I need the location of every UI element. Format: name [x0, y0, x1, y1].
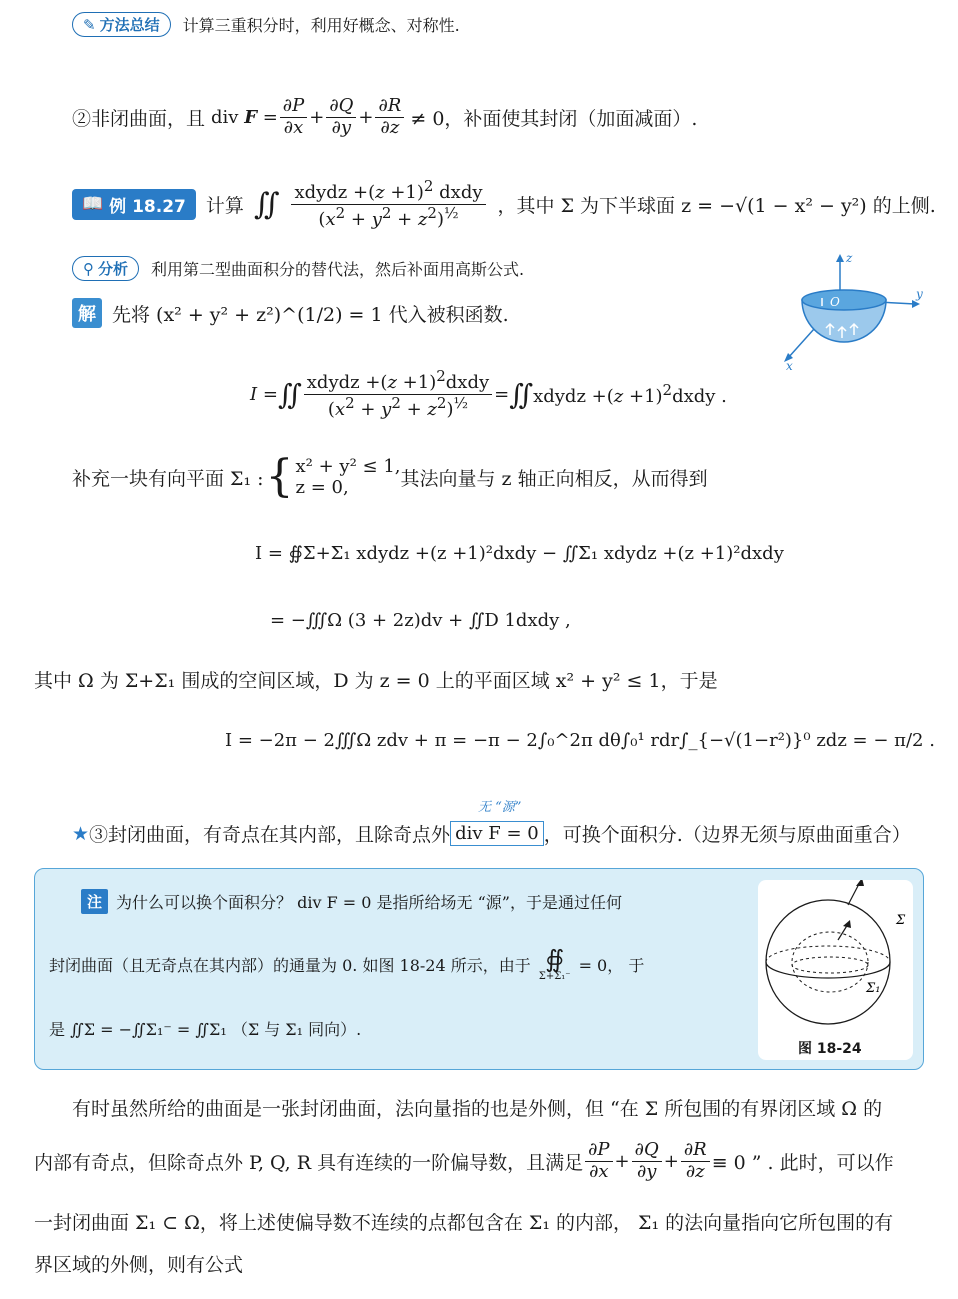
- case2-line: ②非闭曲面，且 div F = $\frac{\partial P}{\partial x}$ + $\frac{\partial Q}{\partial y}$ + $\frac{\partial R}{\partial z}$ ≠ 0，补面使其封闭（加面减面）.: [72, 95, 698, 138]
- search-icon: ⚲: [83, 259, 94, 278]
- analysis-text: 利用第二型曲面积分的替代法，然后补面用高斯公式.: [151, 260, 525, 279]
- hemisphere-figure: [770, 250, 930, 370]
- case2-suffix: ≠ 0，补面使其封闭（加面减面）.: [410, 107, 698, 130]
- example-tag: [72, 189, 196, 220]
- fig-y-label: y: [916, 287, 923, 301]
- note-line2-tail: = 0， 于: [578, 956, 645, 975]
- example-where: ，其中 Σ 为下半球面 z = −√(1 − x² − y²) 的上侧.: [497, 194, 936, 217]
- solution-line1: 先将 (x² + y² + z²)^(1/2) = 1 代入被积函数.: [112, 303, 509, 326]
- fig-x-label: x: [786, 359, 793, 370]
- system-line1: x² + y² ≤ 1,: [295, 456, 401, 477]
- no-source-annotation: 无 “源”: [478, 800, 522, 815]
- summary-tag: [72, 12, 171, 37]
- case3-prefix: ③封闭曲面，有奇点在其内部，且除奇点外: [89, 824, 451, 846]
- solution-line: [72, 298, 509, 328]
- fig-sigma-label: Σ: [896, 913, 906, 928]
- note-tag: 注: [81, 889, 108, 914]
- book-icon: 📖: [82, 194, 104, 215]
- note-line1-text: 为什么可以换个面积分？ div F = 0 是指所给场无 “源”，于是通过任何: [116, 893, 622, 912]
- div-f-zero-box: div F = 0: [450, 821, 544, 846]
- case3-line: [72, 820, 911, 847]
- supplement-tail: 其法向量与 z 轴正向相反，从而得到: [400, 467, 708, 490]
- fig-sigma1-label: Σ₁: [866, 981, 881, 996]
- example-calc: 计算: [205, 194, 244, 217]
- region-line: 其中 Ω 为 Σ+Σ₁ 围成的空间区域，D 为 z = 0 上的平面区域 x² + y² ≤ 1，于是: [34, 670, 718, 692]
- analysis-tag: [72, 256, 139, 281]
- eq3: = −∭Ω (3 + 2z)dv + ∬D 1dxdy ,: [270, 610, 571, 631]
- supplement-text: 补充一块有向平面 Σ₁ :: [72, 467, 264, 490]
- closing-p2a: 内部有奇点，但除奇点外 P, Q, R 具有连续的一阶偏导数，且满足: [34, 1151, 584, 1174]
- summary-text: 计算三重积分时，利用好概念、对称性.: [182, 16, 460, 35]
- note-line2-text: 封闭曲面（且无奇点在其内部）的通量为 0. 如图 18-24 所示，由于: [49, 956, 531, 975]
- figure-caption: 图 18-24: [798, 1041, 862, 1057]
- case2-prefix: ②非闭曲面，且: [72, 107, 206, 130]
- note-integral-sub: Σ+Σ₁⁻: [538, 971, 571, 982]
- note-line2: 封闭曲面（且无奇点在其内部）的通量为 0. 如图 18-24 所示，由于 ∯ Σ+Σ₁⁻ = 0， 于: [49, 945, 645, 982]
- solution-tag: 解: [72, 298, 102, 328]
- method-summary: [72, 12, 460, 37]
- analysis-tag-label: 分析: [98, 260, 129, 278]
- closing-p3: 一封闭曲面 Σ₁ ⊂ Ω，将上述使偏导数不连续的点都包含在 Σ₁ 的内部， Σ₁ 的法向量指向它所包围的有: [34, 1212, 894, 1234]
- pencil-icon: ✎: [83, 15, 96, 34]
- star-icon: ★: [72, 822, 90, 845]
- summary-tag-label: 方法总结: [99, 16, 160, 34]
- sphere-diagram: [758, 880, 913, 1030]
- closing-p2b: ≡ 0 ” . 此时，可以作: [711, 1151, 894, 1174]
- analysis-line: [72, 256, 524, 281]
- double-integral-symbol: ∬: [253, 186, 280, 222]
- note-line1: [81, 889, 622, 914]
- eq1: I = ∬ $\frac{xdydz +(z +1)^2dxdy}{(x^2 + y^2 + z^2)^{\frac{1}{2}}}$ = ∬ xdydz $+(z +1)^2dxdy$ .: [250, 367, 727, 420]
- closing-p1: 有时虽然所给的曲面是一张封闭曲面，法向量指的也是外侧，但 “在 Σ 所包围的有界闭区域 Ω 的: [72, 1098, 883, 1120]
- div-f: div F =: [211, 106, 278, 128]
- closing-p4: 界区域的外侧，则有公式: [34, 1254, 244, 1276]
- eq4: I = −2π − 2∭Ω zdv + π = −π − 2∫₀^2π dθ∫₀¹ rdr∫_{−√(1−r²)}⁰ zdz = − π/2 .: [225, 730, 935, 751]
- closing-p2: 内部有奇点，但除奇点外 P, Q, R 具有连续的一阶偏导数，且满足 $\frac{\partial P}{\partial x}$ + $\frac{\partial Q}{\partial y}$ + $\frac{\partial R}{\partial z}$ ≡ 0 ” . 此时，可以作: [34, 1139, 894, 1182]
- note-line3: 是 ∬Σ = −∬Σ₁⁻ = ∬Σ₁ （Σ 与 Σ₁ 同向）.: [49, 1020, 362, 1039]
- figure-18-24: [758, 880, 913, 1060]
- fig-z-label: z: [846, 251, 853, 265]
- supplement-line: 补充一块有向平面 Σ₁ : { x² + y² ≤ 1, z = 0, 其法向量与 z 轴正向相反，从而得到: [72, 451, 708, 502]
- eq2: I = ∯Σ+Σ₁ xdydz +(z +1)²dxdy − ∬Σ₁ xdydz +(z +1)²dxdy: [255, 543, 784, 564]
- case3-suffix: ，可换个面积分.（边界无须与原曲面重合）: [543, 824, 911, 846]
- example-label: 例 18.27: [109, 196, 186, 217]
- fig-o-label: O: [830, 295, 840, 309]
- example-line: 📖 例 18.27 计算 ∬ $\frac{xdydz +(z +1)^2 dxdy}{(x^2 + y^2 + z^2)^{\frac{1}{2}}}$ ，其中 Σ 为下半球面 z = −√(1 − x² − y²) 的上侧.: [72, 178, 936, 230]
- system-line2: z = 0,: [295, 477, 349, 498]
